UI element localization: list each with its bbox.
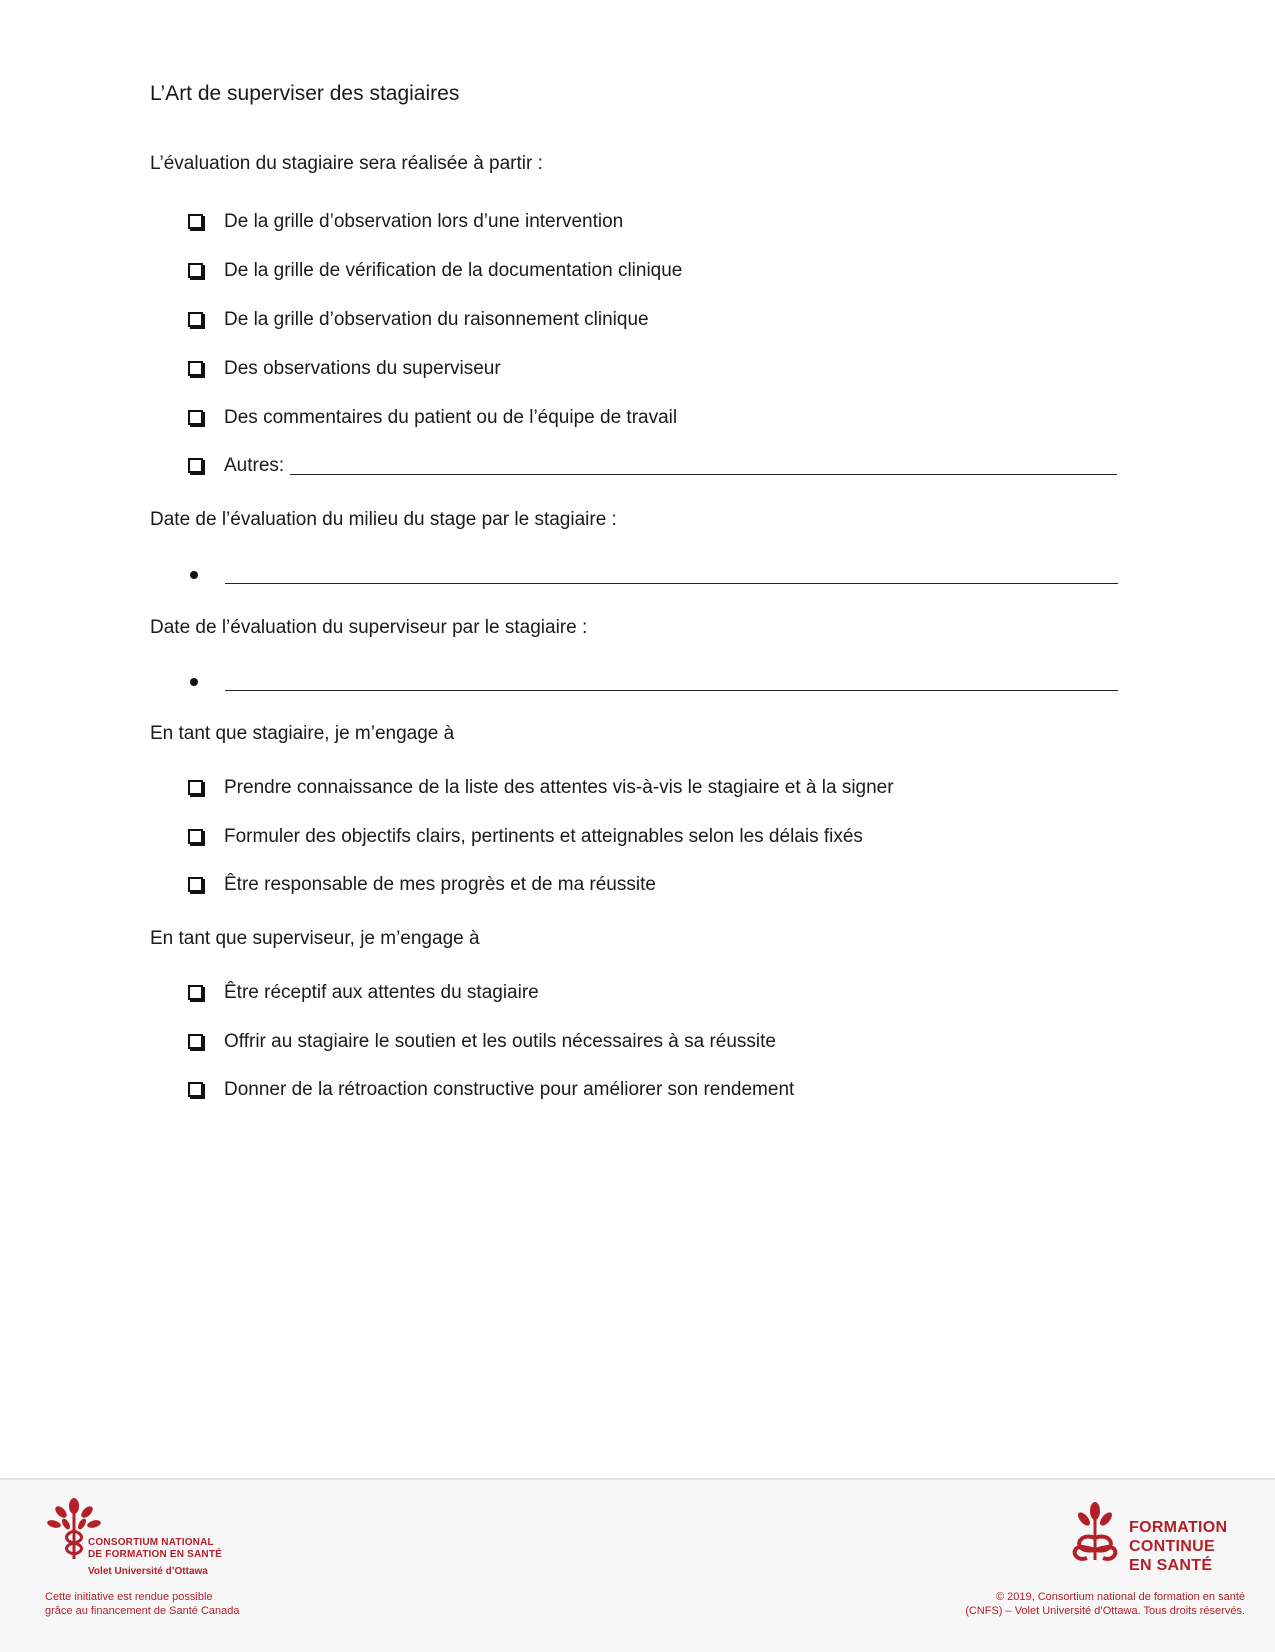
page-footer [0,1478,1275,1652]
superviseur-item[interactable] [188,981,539,1005]
checkbox-icon[interactable] [188,410,203,425]
checkbox-icon[interactable] [188,1034,203,1049]
evaluation-item[interactable] [188,259,682,283]
superviseur-item-label: Offrir au stagiaire le soutien et les outils nécessaires à sa réussite [224,1031,776,1052]
cnfs-name [88,1537,222,1561]
funding-notice [45,1590,239,1618]
stagiaire-item-label: Être responsable de mes progrès et de ma réussite [224,874,656,895]
evaluation-item[interactable] [188,308,649,332]
checkbox-icon[interactable] [188,1082,203,1097]
fcs-line3: EN SANTÉ [1129,1557,1213,1574]
date-superviseur-entry[interactable] [188,670,1118,694]
stagiaire-item[interactable] [188,873,656,897]
evaluation-item-label: Des commentaires du patient ou de l’équipe de travail [224,407,678,428]
stagiaire-item-label: Formuler des objectifs clairs, pertinents et atteignables selon les délais fixés [224,826,863,847]
evaluation-item-label: Autres: [224,455,285,476]
superviseur-item-label: Donner de la rétroaction constructive pour améliorer son rendement [224,1079,795,1100]
stagiaire-item-label: Prendre connaissance de la liste des attentes vis-à-vis le stagiaire et à la signer [224,777,894,798]
checkbox-icon[interactable] [188,458,203,473]
date-milieu-entry[interactable] [188,563,1118,587]
checkbox-icon[interactable] [188,312,203,327]
superviseur-intro: En tant que superviseur, je m’engage à [150,928,480,949]
date-superviseur-label: Date de l’évaluation du superviseur par le stagiaire : [150,617,588,638]
checkbox-icon[interactable] [188,877,203,892]
evaluation-item-label: Des observations du superviseur [224,358,501,379]
checkbox-icon[interactable] [188,263,203,278]
copyright [965,1590,1245,1618]
checkbox-icon[interactable] [188,361,203,376]
date-superviseur-blank-line[interactable] [225,673,1118,691]
stagiaire-item[interactable] [188,825,863,849]
checkbox-icon[interactable] [188,985,203,1000]
evaluation-item-label: De la grille d’observation du raisonnement clinique [224,309,649,330]
autres-blank-line[interactable] [290,457,1117,475]
checkbox-icon[interactable] [188,214,203,229]
evaluation-item-label: De la grille d’observation lors d’une intervention [224,211,624,232]
fcs-line1: FORMATION [1129,1519,1228,1536]
evaluation-item[interactable] [188,406,677,430]
cnfs-name-line1: CONSORTIUM NATIONAL [88,1537,214,1548]
stagiaire-item[interactable] [188,776,894,800]
evaluation-intro: L’évaluation du stagiaire sera réalisée à partir : [150,153,543,174]
funding-notice-line1: Cette initiative est rendue possible [45,1591,213,1603]
stagiaire-intro: En tant que stagiaire, je m’engage à [150,723,455,744]
evaluation-item[interactable] [188,357,501,381]
superviseur-item-label: Être réceptif aux attentes du stagiaire [224,982,539,1003]
checkbox-icon[interactable] [188,829,203,844]
fcs-name [1129,1518,1227,1575]
fcs-line2: CONTINUE [1129,1538,1215,1555]
funding-notice-line2: grâce au financement de Santé Canada [45,1605,240,1617]
fcs-logo-icon [1071,1502,1119,1566]
bullet-icon [190,571,198,579]
page-title: L’Art de superviser des stagiaires [150,82,460,105]
date-milieu-label: Date de l’évaluation du milieu du stage par le stagiaire : [150,509,617,530]
checkbox-icon[interactable] [188,780,203,795]
evaluation-item-autres[interactable] [188,454,1117,478]
date-milieu-blank-line[interactable] [225,566,1118,584]
copyright-line1: © 2019, Consortium national de formation en santé [995,1591,1245,1603]
superviseur-item[interactable] [188,1030,776,1054]
bullet-icon [190,678,198,686]
cnfs-volet: Volet Université d’Ottawa [88,1566,208,1577]
evaluation-item-label: De la grille de vérification de la documentation clinique [224,260,683,281]
copyright-line2: (CNFS) – Volet Université d’Ottawa. Tous droits réservés. [965,1605,1245,1617]
cnfs-name-line2: DE FORMATION EN SANTÉ [88,1549,223,1560]
evaluation-item[interactable] [188,210,623,234]
superviseur-item[interactable] [188,1078,794,1102]
